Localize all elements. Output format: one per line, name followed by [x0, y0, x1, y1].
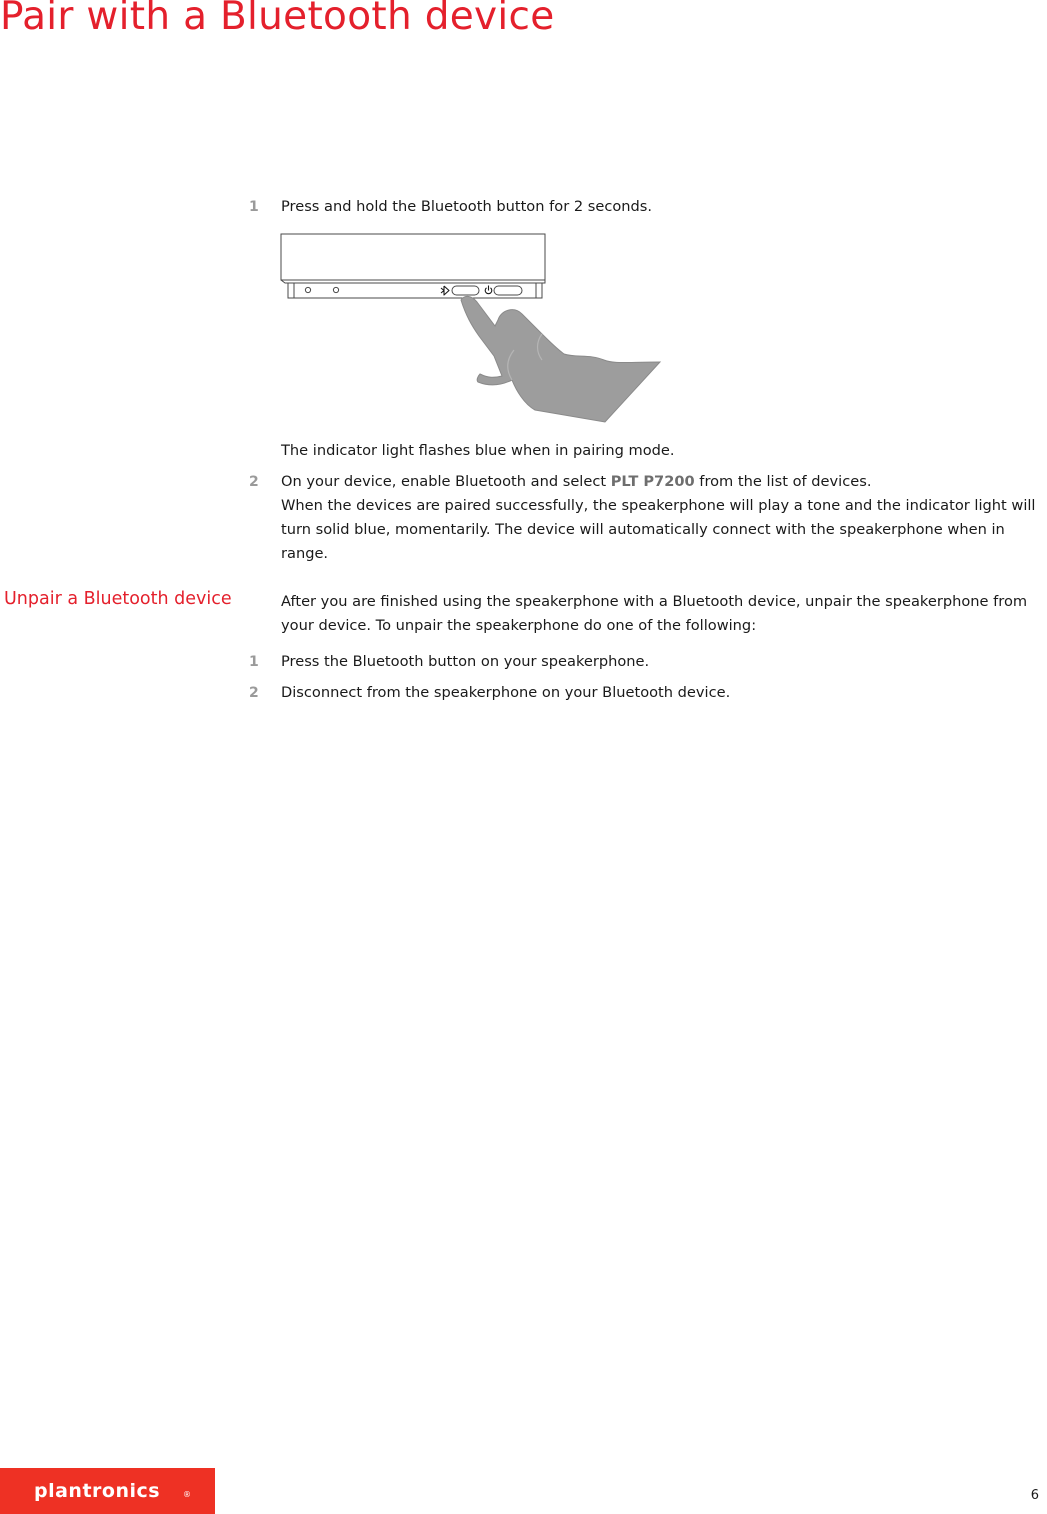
bluetooth-icon [441, 286, 449, 295]
step-text-after: from the list of devices. [694, 473, 872, 490]
step-text-before: On your device, enable Bluetooth and select [281, 473, 611, 490]
plantronics-logo [0, 1468, 215, 1514]
page-title: Pair with a Bluetooth device [0, 0, 555, 39]
step-text: Press and hold the Bluetooth button for 2 seconds. [281, 198, 653, 215]
step-text [281, 470, 1046, 494]
power-icon [485, 286, 492, 294]
pairing-detail: When the devices are paired successfully, the speakerphone will play a tone and the indicator light will turn solid blue, momentarily. The device will automatically connect with the speakerphone when in range. [281, 497, 1036, 562]
step-number: 2 [249, 474, 259, 490]
unpair-intro: After you are finished using the speakerphone with a Bluetooth device, unpair the speakerphone from your device. To unpair the speakerphone do one of the following: [281, 593, 1028, 634]
step-text: Press the Bluetooth button on your speakerphone. [281, 653, 650, 670]
step-text: Disconnect from the speakerphone on your Bluetooth device. [281, 684, 731, 701]
hand-pressing-icon [461, 296, 660, 422]
step-number: 1 [249, 654, 259, 670]
step-number: 2 [249, 685, 259, 701]
step-number: 1 [249, 199, 259, 215]
logo-text: plantronics [34, 1480, 161, 1502]
speakerphone-illustration [280, 230, 662, 425]
page-number: 6 [1030, 1488, 1039, 1503]
registered-mark: ® [183, 1490, 191, 1499]
pairing-note: The indicator light flashes blue when in pairing mode. [281, 442, 675, 459]
section-heading: Unpair a Bluetooth device [4, 589, 232, 609]
product-name: PLT P7200 [610, 473, 695, 490]
